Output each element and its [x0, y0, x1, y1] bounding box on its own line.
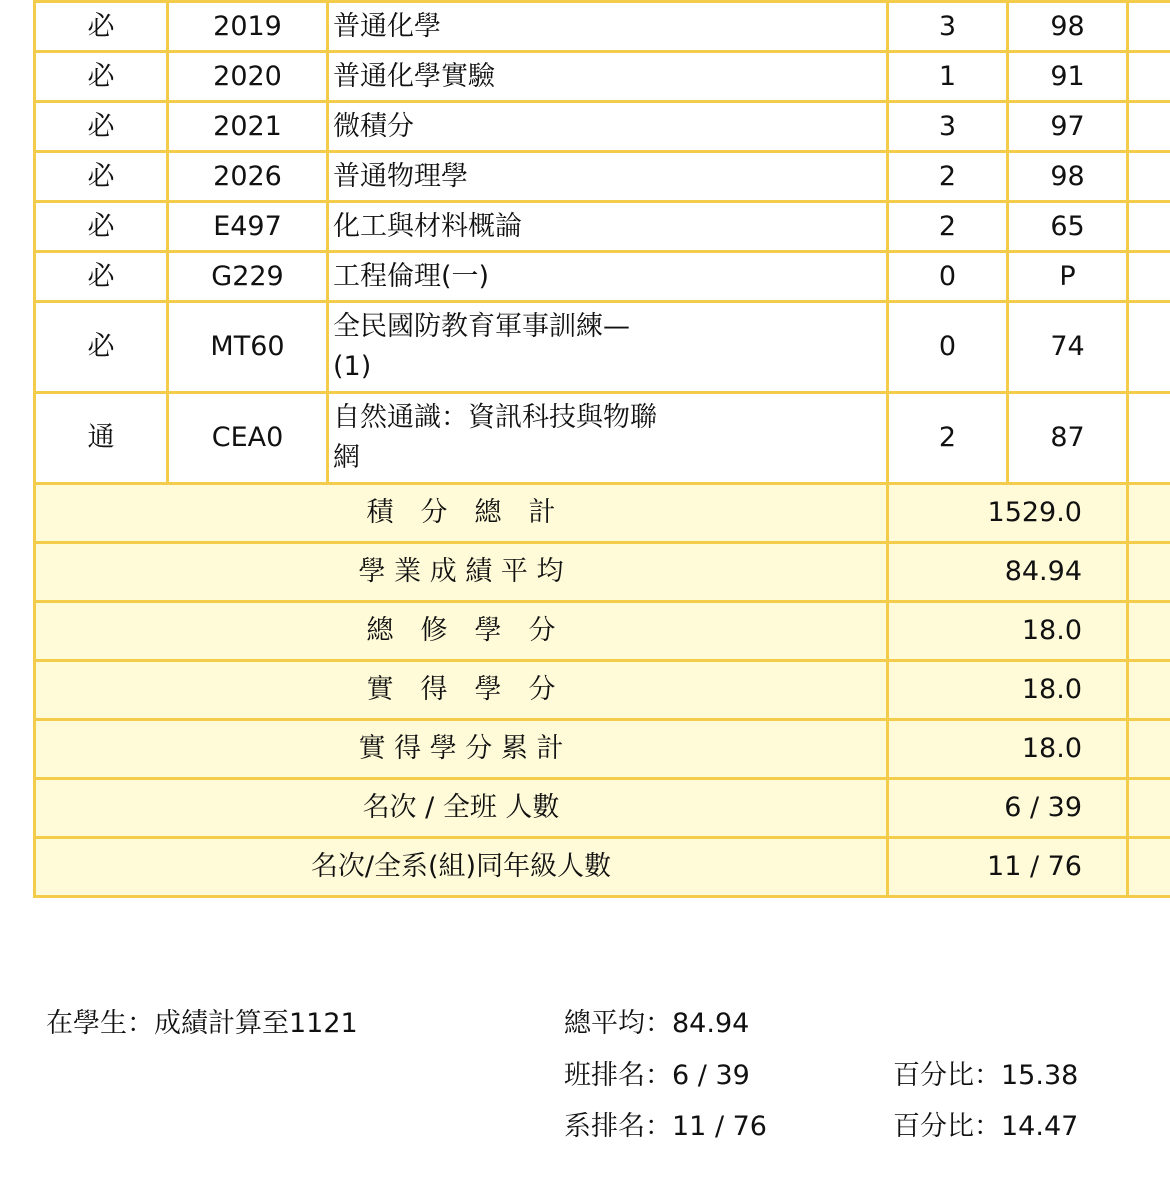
course-name [328, 302, 888, 393]
course-type: 必 [35, 302, 168, 393]
summary-value: 18.0 [888, 720, 1128, 779]
summary-value: 1529.0 [888, 484, 1128, 543]
summary-label: 學 業 成 績 平 均 [35, 543, 888, 602]
course-credits: 3 [888, 2, 1008, 52]
extra-cell [1128, 2, 1170, 52]
table-row [35, 202, 1170, 252]
course-name: 普通化學 [328, 2, 888, 52]
course-type: 必 [35, 252, 168, 302]
course-name [328, 393, 888, 484]
course-name: 普通化學實驗 [328, 52, 888, 102]
summary-row-cumulative-credits [35, 720, 1170, 779]
extra-cell [1128, 720, 1170, 779]
extra-cell [1128, 484, 1170, 543]
summary-label: 名次 / 全班 人數 [35, 779, 888, 838]
extra-cell [1128, 302, 1170, 393]
summary-label: 名次/全系(組)同年級人數 [35, 838, 888, 897]
summary-row-total-points [35, 484, 1170, 543]
extra-cell [1128, 602, 1170, 661]
course-type: 必 [35, 202, 168, 252]
table-row [35, 102, 1170, 152]
course-score: 74 [1008, 302, 1128, 393]
course-code: CEA0 [168, 393, 328, 484]
summary-row-dept-rank [35, 838, 1170, 897]
extra-cell [1128, 393, 1170, 484]
course-type: 必 [35, 2, 168, 52]
course-name: 工程倫理(一) [328, 252, 888, 302]
course-code: MT60 [168, 302, 328, 393]
table-row [35, 302, 1170, 393]
course-score: 97 [1008, 102, 1128, 152]
table-row [35, 2, 1170, 52]
course-name: 化工與材料概論 [328, 202, 888, 252]
course-score: 87 [1008, 393, 1128, 484]
summary-row-total-credits [35, 602, 1170, 661]
summary-row-earned-credits [35, 661, 1170, 720]
summary-value: 84.94 [888, 543, 1128, 602]
course-code: E497 [168, 202, 328, 252]
table-row [35, 252, 1170, 302]
course-code: 2026 [168, 152, 328, 202]
extra-cell [1128, 661, 1170, 720]
extra-cell [1128, 52, 1170, 102]
course-name-line1: 自然通識：資訊科技與物聯 [333, 402, 657, 433]
course-credits: 2 [888, 152, 1008, 202]
course-type: 必 [35, 152, 168, 202]
course-credits: 3 [888, 102, 1008, 152]
grade-table [33, 0, 1170, 898]
summary-value: 18.0 [888, 602, 1128, 661]
course-code: G229 [168, 252, 328, 302]
course-type: 必 [35, 52, 168, 102]
course-credits: 1 [888, 52, 1008, 102]
overall-average: 總平均：84.94 [564, 1008, 750, 1039]
extra-cell [1128, 202, 1170, 252]
summary-label: 實 得 學 分 累 計 [35, 720, 888, 779]
summary-value: 6 / 39 [888, 779, 1128, 838]
course-score: 98 [1008, 152, 1128, 202]
summary-value: 11 / 76 [888, 838, 1128, 897]
course-name-line1: 全民國防教育軍事訓練— [333, 311, 630, 342]
summary-row-average [35, 543, 1170, 602]
course-credits: 0 [888, 302, 1008, 393]
course-name-line2: 網 [333, 442, 360, 473]
course-type: 通 [35, 393, 168, 484]
course-type: 必 [35, 102, 168, 152]
student-status: 在學生：成績計算至1121 [46, 1008, 358, 1039]
summary-label: 實 得 學 分 [35, 661, 888, 720]
course-score: P [1008, 252, 1128, 302]
class-percentile: 百分比：15.38 [893, 1060, 1079, 1091]
course-code: 2021 [168, 102, 328, 152]
course-name-line2: (1) [333, 351, 372, 382]
course-score: 65 [1008, 202, 1128, 252]
table-row [35, 152, 1170, 202]
department-percentile: 百分比：14.47 [893, 1111, 1079, 1142]
extra-cell [1128, 102, 1170, 152]
course-credits: 2 [888, 202, 1008, 252]
course-code: 2020 [168, 52, 328, 102]
extra-cell [1128, 779, 1170, 838]
course-score: 98 [1008, 2, 1128, 52]
summary-label: 總 修 學 分 [35, 602, 888, 661]
summary-value: 18.0 [888, 661, 1128, 720]
extra-cell [1128, 152, 1170, 202]
course-credits: 0 [888, 252, 1008, 302]
extra-cell [1128, 252, 1170, 302]
course-score: 91 [1008, 52, 1128, 102]
course-name: 普通物理學 [328, 152, 888, 202]
department-rank: 系排名：11 / 76 [564, 1111, 767, 1142]
table-row [35, 393, 1170, 484]
summary-row-class-rank [35, 779, 1170, 838]
extra-cell [1128, 543, 1170, 602]
course-name: 微積分 [328, 102, 888, 152]
summary-label: 積 分 總 計 [35, 484, 888, 543]
course-credits: 2 [888, 393, 1008, 484]
class-rank: 班排名：6 / 39 [564, 1060, 750, 1091]
course-code: 2019 [168, 2, 328, 52]
extra-cell [1128, 838, 1170, 897]
table-row [35, 52, 1170, 102]
